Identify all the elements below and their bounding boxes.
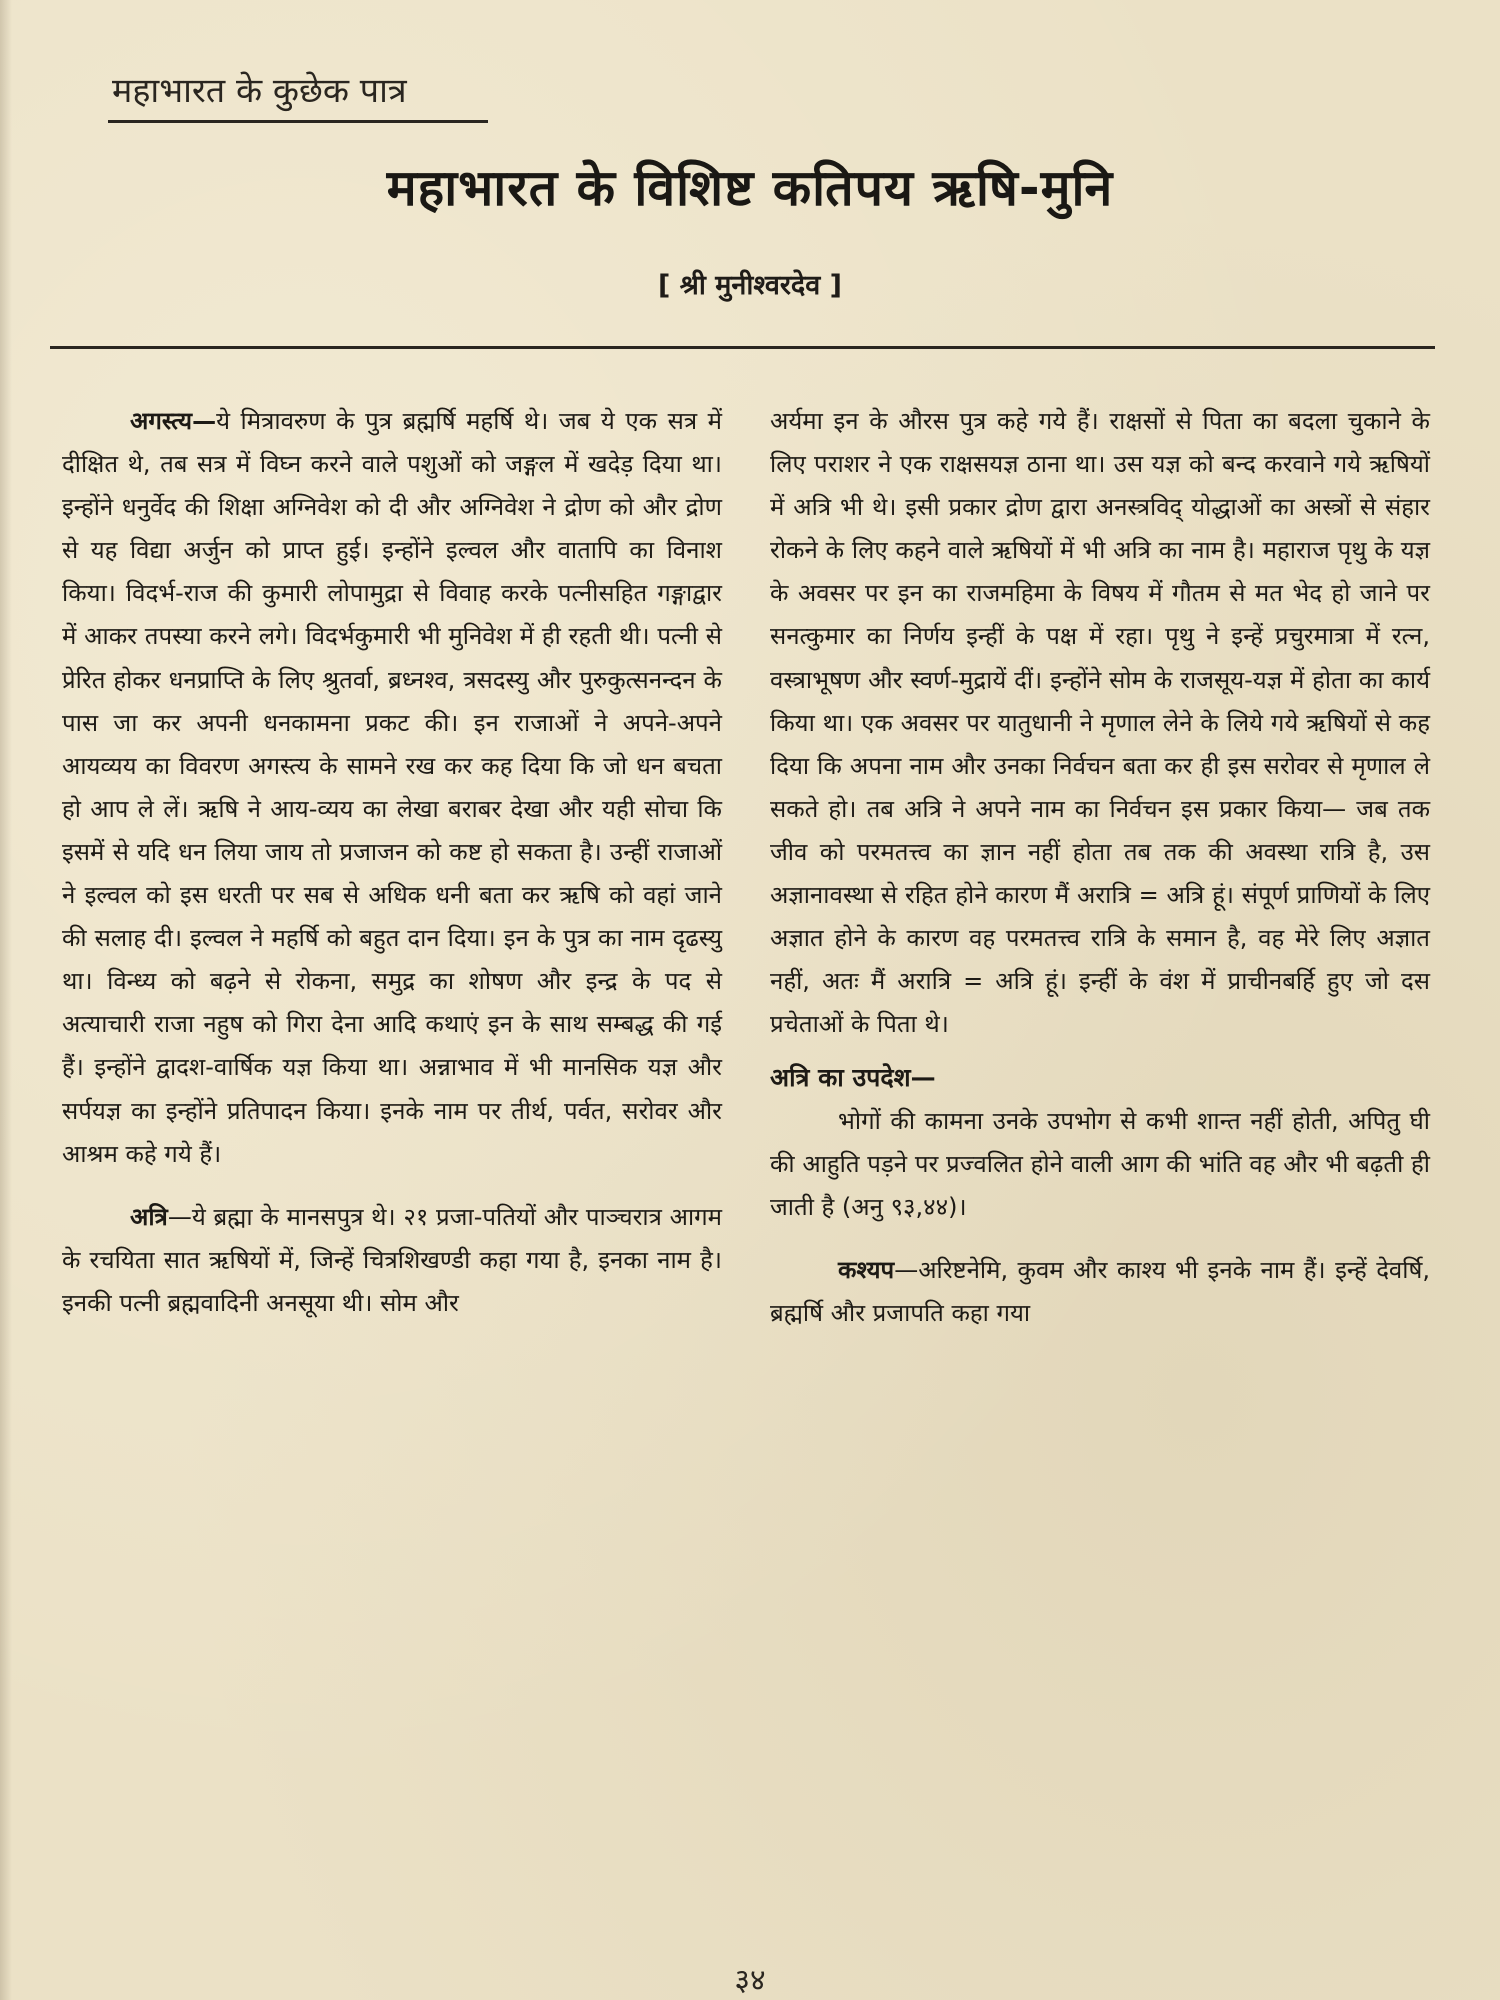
atri-upadesh-heading: अत्रि का उपदेश—	[770, 1063, 936, 1093]
atri-text: —ये ब्रह्मा के मानसपुत्र थे। २१ प्रजा-पतियों और पाञ्चरात्र आगम के रचयिता सात ऋषियों में, जिन्हें चित्रशिखण्डी कहा गया है, इनका नाम है। इनकी पत्नी ब्रह्मवादिनी अनसूया थी। सोम और	[62, 1202, 722, 1317]
page-number: ३४	[734, 1963, 766, 1998]
article-title: महाभारत के विशिष्ट कतिपय ऋषि-मुनि	[386, 159, 1114, 217]
series-heading: महाभारत के कुछेक पात्र	[112, 71, 407, 111]
atri-term: अत्रि	[130, 1202, 168, 1231]
atri-paragraph	[62, 1196, 722, 1325]
kashyap-paragraph	[770, 1249, 1430, 1335]
atri-continued-paragraph: अर्यमा इन के औरस पुत्र कहे गये हैं। राक्षसों से पिता का बदला चुकाने के लिए पराशर ने एक राक्षसयज्ञ ठाना था। उस यज्ञ को बन्द करवाने गये ऋषियों में अत्रि भी थे। इसी प्रकार द्रोण द्वारा अनस्त्रविद् योद्धाओं का अस्त्रों से संहार रोकने के लिए कहने वाले ऋषियों में भी अत्रि का नाम है। महाराज पृथु के यज्ञ के अवसर पर इन का राजमहिमा के विषय में गौतम से मत भेद हो जाने पर सनत्कुमार का निर्णय इन्हीं के पक्ष में रहा। पृथु ने इन्हें प्रचुरमात्रा में रत्न, वस्त्राभूषण और स्वर्ण-मुद्रायें दीं। इन्होंने सोम के राजसूय-यज्ञ में होता का कार्य किया था। एक अवसर पर यातुधानी ने मृणाल लेने के लिये गये ऋषियों से कह दिया कि अपना नाम और उनका निर्वचन बता कर ही इस सरोवर से मृणाल ले सकते हो। तब अत्रि ने अपने नाम का निर्वचन इस प्रकार किया— जब तक जीव को परमतत्त्व का ज्ञान नहीं होता तब तक की अवस्था रात्रि है, उस अज्ञानावस्था से रहित होने कारण मैं अरात्रि = अत्रि हूं। संपूर्ण प्राणियों के लिए अज्ञात होने के कारण वह परमतत्त्व रात्रि के समान है, वह मेरे लिए अज्ञात नहीं, अतः मैं अरात्रि = अत्रि हूं। इन्हीं के वंश में प्राचीनबर्हि हुए जो दस प्रचेताओं के पिता थे।	[770, 407, 1430, 1039]
paragraph-gap	[62, 1176, 722, 1196]
series-underline	[108, 120, 488, 123]
paragraph-gap	[770, 1229, 1430, 1249]
header-divider	[50, 346, 1435, 349]
left-column	[62, 400, 722, 1325]
kashyap-term: कश्यप	[838, 1255, 895, 1284]
atri-upadesh-paragraph: भोगों की कामना उनके उपभोग से कभी शान्त नहीं होती, अपितु घी की आहुति पड़ने पर प्रज्वलित होने वाली आग की भांति वह और भी बढ़ती ही जाती है (अनु ९३,४४)।	[770, 1106, 1430, 1221]
agastya-text: ये मित्रावरुण के पुत्र ब्रह्मर्षि महर्षि थे। जब ये एक सत्र में दीक्षित थे, तब सत्र में विघ्न करने वाले पशुओं को जङ्गल में खदेड़ दिया था। इन्होंने धनुर्वेद की शिक्षा अग्निवेश को दी और अग्निवेश ने द्रोण को और द्रोण से यह विद्या अर्जुन को प्राप्त हुई। इन्होंने इल्वल और वातापि का विनाश किया। विदर्भ-राज की कुमारी लोपामुद्रा से विवाह करके पत्नीसहित गङ्गाद्वार में आकर तपस्या करने लगे। विदर्भकुमारी भी मुनिवेश में ही रहती थी। पत्नी से प्रेरित होकर धनप्राप्ति के लिए श्रुतर्वा, ब्रध्नश्व, त्रसदस्यु और पुरुकुत्सनन्दन के पास जा कर अपनी धनकामना प्रकट की। इन राजाओं ने अपने-अपने आयव्यय का विवरण अगस्त्य के सामने रख कर कह दिया कि जो धन बचता हो आप ले लें। ऋषि ने आय-व्यय का लेखा बराबर देखा और यही सोचा कि इसमें से यदि धन लिया जाय तो प्रजाजन को कष्ट हो सकता है। उन्हीं राजाओं ने इल्वल को इस धरती पर सब से अधिक धनी बता कर ऋषि को वहां जाने की सलाह दी। इल्वल ने महर्षि को बहुत दान दिया। इन के पुत्र का नाम दृढस्यु था। विन्ध्य को बढ़ने से रोकना, समुद्र का शोषण और इन्द्र के पद से अत्याचारी राजा नहुष को गिरा देना आदि कथाएं इन के साथ सम्बद्ध की गई हैं। इन्होंने द्वादश-वार्षिक यज्ञ किया था। अन्नाभाव में भी मानसिक यज्ञ और सर्पयज्ञ का इन्होंने प्रतिपादन किया। इनके नाम पर तीर्थ, पर्वत, सरोवर और आश्रम कहे गये हैं।	[62, 407, 722, 1168]
right-column	[770, 400, 1430, 1335]
agastya-term: अगस्त्य—	[130, 407, 217, 435]
agastya-paragraph	[62, 400, 722, 1176]
article-author: [ श्री मुनीश्वरदेव ]	[658, 270, 842, 301]
kashyap-text: —अरिष्टनेमि, कुवम और काश्य भी इनके नाम हैं। इन्हें देवर्षि, ब्रह्मर्षि और प्रजापति कहा गया	[770, 1255, 1430, 1327]
